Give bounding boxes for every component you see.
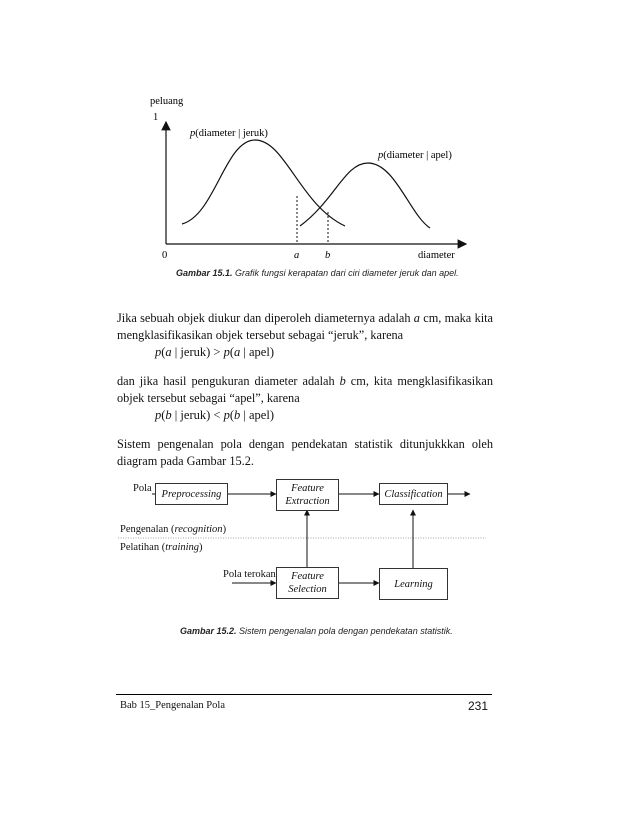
sample-pattern-label: Pola terokan — [223, 569, 276, 580]
figure1-caption-label: Gambar 15.1. — [176, 268, 233, 278]
figure2-caption — [180, 626, 453, 636]
footer-chapter: Bab 15_Pengenalan Pola — [120, 700, 225, 711]
figure1-caption-text: Grafik fungsi kerapatan dari ciri diameter jeruk dan apel. — [235, 268, 459, 278]
x-tick-label-b: b — [325, 250, 331, 261]
feature-selection-box: Feature Selection — [276, 567, 339, 599]
figure2-caption-text: Sistem pengenalan pola dengan pendekatan statistik. — [239, 626, 453, 636]
x-tick-label-a: a — [294, 250, 300, 261]
figure1-caption — [176, 268, 459, 278]
series-jeruk-curve — [182, 140, 345, 226]
figure2-caption-label: Gambar 15.2. — [180, 626, 237, 636]
learning-box: Learning — [379, 568, 448, 600]
feature-extraction-box: Feature Extraction — [276, 479, 339, 511]
footer-rule — [116, 694, 492, 695]
series-apel-curve — [300, 163, 430, 228]
paragraph-1: Jika sebuah objek diukur dan diperoleh diameternya adalah a cm, maka kita mengklasifikasikan objek tersebut sebagai “jeruk”, karena — [117, 311, 494, 342]
paragraph-2: dan jika hasil pengukuran diameter adalah b cm, kita mengklasifikasikan objek tersebut sebagai “apel”, karena — [117, 374, 493, 405]
formula-2: p(b | jeruk) < p(b | apel) — [155, 408, 274, 422]
paragraph-3: Sistem pengenalan pola dengan pendekatan statistik ditunjukkkan oleh diagram pada Gambar 15.2. — [117, 437, 493, 468]
recognition-label: Pengenalan (recognition) — [120, 524, 227, 535]
input-label: Pola — [133, 483, 152, 494]
training-label: Pelatihan (training) — [120, 542, 203, 553]
page-number: 231 — [468, 699, 489, 713]
series-jeruk-label: p(diameter | jeruk) — [190, 128, 268, 139]
density-chart — [0, 0, 638, 270]
x-origin-label: 0 — [162, 250, 168, 261]
preprocessing-box: Preprocessing — [155, 483, 228, 505]
y-axis-label: peluang — [150, 96, 184, 107]
x-axis-label: diameter — [418, 250, 455, 261]
series-apel-label: p(diameter | apel) — [378, 150, 452, 161]
classification-box: Classification — [379, 483, 448, 505]
y-tick-label: 1 — [153, 112, 159, 123]
formula-1: p(a | jeruk) > p(a | apel) — [155, 345, 274, 359]
